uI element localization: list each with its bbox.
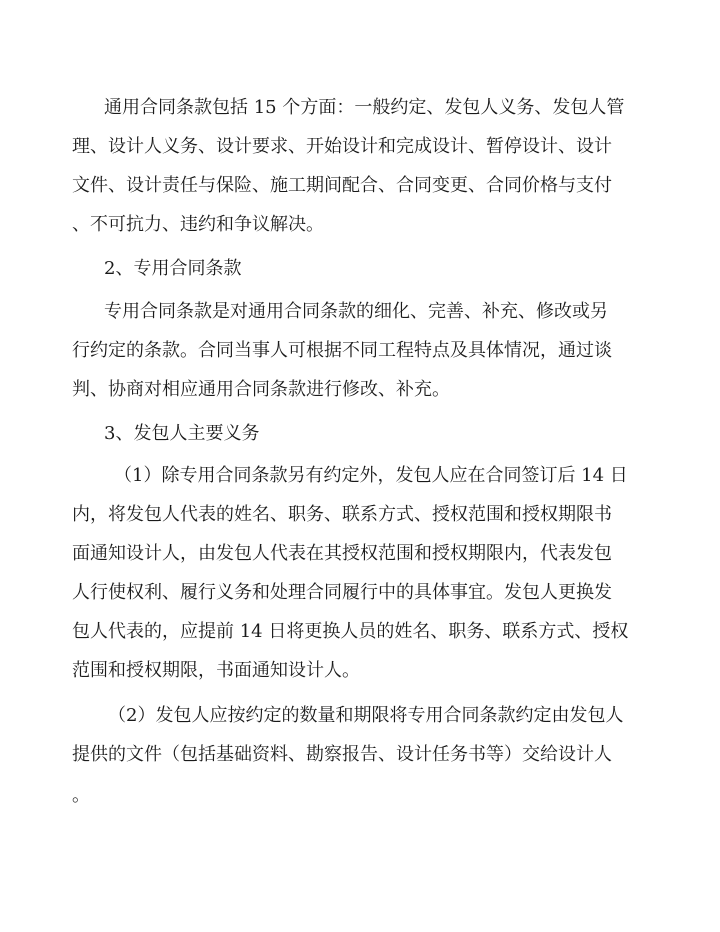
paragraph-2-line-1: 专用合同条款是对通用合同条款的细化、完善、补充、修改或另 [104,301,608,322]
paragraph-3-line-2: 内，将发包人代表的姓名、职务、联系方式、授权范围和授权期限书 [72,504,612,525]
paragraph-4-line-1: （2）发包人应按约定的数量和期限将专用合同条款约定由发包人 [108,705,624,726]
paragraph-2-line-3: 判、协商对相应通用合同条款进行修改、补充。 [72,379,450,400]
paragraph-3-line-4: 人行使权利、履行义务和处理合同履行中的具体事宜。发包人更换发 [72,582,612,603]
paragraph-1-line-4: 、不可抗力、违约和争议解决。 [72,214,324,235]
paragraph-3-line-5: 包人代表的，应提前 14 日将更换人员的姓名、职务、联系方式、授权 [72,621,629,642]
paragraph-3-line-3: 面通知设计人，由发包人代表在其授权范围和授权期限内，代表发包 [72,543,612,564]
paragraph-1-line-1: 通用合同条款包括 15 个方面：一般约定、发包人义务、发包人管 [104,97,625,118]
section-heading-2: 2、专用合同条款 [104,258,242,279]
paragraph-1-line-2: 理、设计人义务、设计要求、开始设计和完成设计、暂停设计、设计 [72,136,612,157]
section-heading-3: 3、发包人主要义务 [104,423,260,444]
paragraph-3-line-6: 范围和授权期限，书面通知设计人。 [72,660,360,681]
paragraph-3-line-1: （1）除专用合同条款另有约定外，发包人应在合同签订后 14 日 [114,465,628,486]
paragraph-1-line-3: 文件、设计责任与保险、施工期间配合、合同变更、合同价格与支付 [72,175,612,196]
paragraph-2-line-2: 行约定的条款。合同当事人可根据不同工程特点及具体情况，通过谈 [72,340,612,361]
paragraph-4-line-2: 提供的文件（包括基础资料、勘察报告、设计任务书等）交给设计人 [72,744,612,765]
paragraph-4-line-3: 。 [72,785,90,806]
